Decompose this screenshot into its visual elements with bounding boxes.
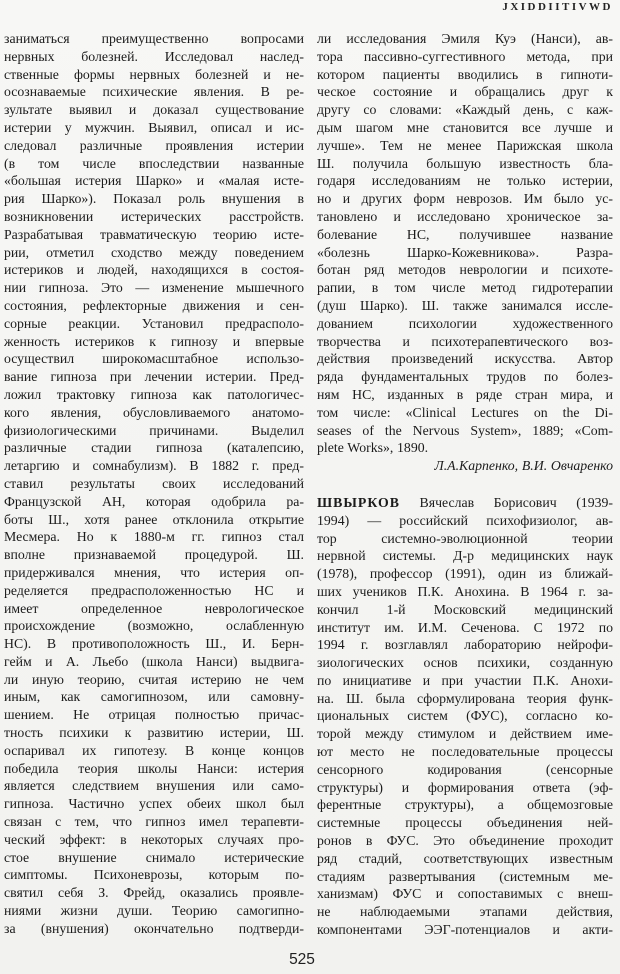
text-line: рии, отметил сходство между поведением (4, 244, 304, 260)
entry-shvyrkov (317, 494, 613, 939)
text-line: по инициативе и при участии П.К. Анохи- (317, 672, 613, 688)
text-line: творчества и психотерапевтического воз- (317, 333, 613, 349)
text-line: действия произведений искусства. Автор (317, 351, 613, 367)
text-line: «большая истерия Шарко» и «малая исте- (4, 173, 304, 189)
text-line: тора пассивно-суггестивного метода, при (317, 48, 613, 64)
text-line: ставил результаты своих исследований (4, 475, 304, 491)
text-line: но и других форм неврозов. Им было ус- (317, 191, 613, 207)
text-line: кончил 1-й Московский медицинский (317, 601, 613, 617)
text-line: НС). В противоположность Ш., И. Берн- (4, 636, 304, 652)
entry-charcot-last-line: plete Works», 1890. (317, 440, 429, 456)
text-line: вание гипноза при лечении истерии. Пред- (4, 369, 304, 385)
text-line: ственные формы нервных болезней и не- (4, 66, 304, 82)
text-line: различные стадии гипноза (каталепсию, (4, 440, 304, 456)
text-line: ханизмам) ФУС и сопоставимых с внеш- (317, 886, 613, 902)
text-line: торой между стимулом и действием име- (317, 726, 613, 742)
text-line: состояния, рефлекторные движения и сен- (4, 297, 304, 313)
entry-charcot-continuation (317, 30, 613, 439)
entry-shvyrkov-body (317, 512, 613, 939)
text-line: тановлено и исследовано хроническое за- (317, 208, 613, 224)
text-line: циональных систем (ФУС), согласно ко- (317, 708, 613, 724)
text-line: имеет определенное неврологическое (4, 600, 304, 616)
text-line: святил себя З. Фрейд, оказались проявле- (4, 885, 304, 901)
text-line: зиологических основ психики, созданную (317, 655, 613, 671)
text-line: Месмера. Но к 1880-м гг. гипноз стал (4, 529, 304, 545)
text-line: гейм и А. Льебо (школа Нанси) выдвига- (4, 653, 304, 669)
text-line: за (внушения) окончательно подтверди- (4, 920, 304, 936)
text-line: ряд стадий, соответствующих известным (317, 850, 613, 866)
text-line: нервной системы. Д-р медицинских наук (317, 548, 613, 564)
text-line: «болезнь Шарко-Кожевникова». Разра- (317, 244, 613, 260)
text-line: нии гипноза. Это — изменение мышечного (4, 280, 304, 296)
text-line: том числе: «Clinical Lectures on the Di- (317, 404, 613, 420)
text-line: Ш. получила большую известность бла- (317, 155, 613, 171)
page-number: 525 (289, 951, 315, 968)
text-line: тность психики к развитию истерии, Ш. (4, 725, 304, 741)
text-line: следовал различные проявления истерии (4, 137, 304, 153)
running-head: JXIDDIITIVWD (502, 1, 613, 13)
left-column (4, 30, 304, 939)
text-line: ческий эффект: в некоторых случаях про- (4, 831, 304, 847)
text-line: 1994) — российский психофизиолог, ав- (317, 512, 613, 528)
text-line: иным, как самогипнозом, или самовну- (4, 689, 304, 705)
text-line: ложил трактовку гипноза как патологичес- (4, 386, 304, 402)
text-line: зультате выявил и доказал существование (4, 102, 304, 118)
text-columns (4, 30, 613, 939)
text-line: (в том числе впоследствии названные (4, 155, 304, 171)
entry-head-line-rest: Вячеслав Борисович (1939- (419, 494, 613, 510)
text-line: оспаривал их гипотезу. В конце концов (4, 742, 304, 758)
text-line: сорные реакции. Установил предрасполо- (4, 315, 304, 331)
text-line: рия Шарко»). Показал роль внушения в (4, 191, 304, 207)
text-line: дованием психологии художественного (317, 315, 613, 331)
text-line: вполне признаваемой процедурой. Ш. (4, 547, 304, 563)
text-line: стадиям развертывания (системным ме- (317, 868, 613, 884)
text-line: физиологическими причинами. Выделил (4, 422, 304, 438)
text-line: Разрабатывая травматическую теорию исте- (4, 226, 304, 242)
text-line: заниматься преимущественно вопросами (4, 31, 304, 46)
text-line: ряда фундаментальных трудов по болез- (317, 369, 613, 385)
text-line: рапии, в том числе метод гидротерапии (317, 280, 613, 296)
text-line: истерии у мужчин. Выявил, описал и ис- (4, 119, 304, 135)
text-line: ределяется предрасположенностью НС и (4, 582, 304, 598)
text-line: ют место не последовательные процессы (317, 744, 613, 760)
text-line: ботан ряд методов неврологии и психоте- (317, 262, 613, 278)
entry-headword: ШВЫРКОВ (317, 494, 400, 510)
text-line: Французской АН, которая одобрила ра- (4, 493, 304, 509)
text-line: компонентами ЭЭГ-потенциалов и акти- (317, 922, 613, 938)
text-line: женность истериков к гипнозу и впервые (4, 333, 304, 349)
text-line: осуществил широкомасштабное использо- (4, 351, 304, 367)
text-line: связан с тем, что гипноз имел терапевти- (4, 814, 304, 830)
text-line: ронов в ФУС. Это объединение проходит (317, 833, 613, 849)
text-line: структуры) и формирования ответа (эф- (317, 779, 613, 795)
text-line: симптомы. Психоневрозы, которым по- (4, 867, 304, 883)
text-line: дым шагом мне становится все лучше и (317, 119, 613, 135)
text-line: придерживался мнения, что истерия оп- (4, 564, 304, 580)
text-line: seases of the Nervous System», 1889; «Com- (317, 422, 613, 438)
entry-authors-byline: Л.А.Карпенко, В.И. Овчаренко (434, 458, 613, 474)
text-line: болевание НС, получившее название (317, 226, 613, 242)
text-line: на. Ш. была сформулирована теория функ- (317, 690, 613, 706)
text-line: системные процессы объединения ней- (317, 815, 613, 831)
text-line: осознаваемые психические явления. В ре- (4, 84, 304, 100)
text-line: победила теория школы Нанси: истерия (4, 760, 304, 776)
text-line: ниями жизни души. Теорию самогипно- (4, 903, 304, 919)
entry-head-line (317, 494, 613, 512)
text-line: ли иную теорию, считая истерию не чем (4, 671, 304, 687)
text-line: ческое состояние и обращались друг к (317, 84, 613, 100)
right-column (317, 30, 613, 939)
text-line: ням НС, изданных в ряде стран мира, и (317, 386, 613, 402)
text-line: котором пациенты вводились в гипноти- (317, 66, 613, 82)
text-line: (1978), профессор (1991), один из ближай- (317, 566, 613, 582)
text-line: (душ Шарко). Ш. также занимался иссле- (317, 297, 613, 313)
text-line: возникновении истерических расстройств. (4, 208, 304, 224)
text-line: шением. Не отрицая полностью причас- (4, 707, 304, 723)
text-line: стое внушение снимало истерические (4, 849, 304, 865)
text-line: не наблюдаемыми этапами действия, (317, 904, 613, 920)
text-line: нервных болезней. Исследовал наслед- (4, 48, 304, 64)
text-line: сенсорного кодирования (сенсорные (317, 761, 613, 777)
text-line: боты Ш., хотя ранее отклонила открытие (4, 511, 304, 527)
text-line: кого явления, обусловливаемого анатомо- (4, 404, 304, 420)
text-line: ших учеников П.К. Анохина. В 1964 г. за- (317, 583, 613, 599)
text-line: ферентные структуры), а общемозговые (317, 797, 613, 813)
text-line: институт им. И.М. Сеченова. С 1972 по (317, 619, 613, 635)
text-line: 1994 г. возглавлял лабораторию нейрофи- (317, 637, 613, 653)
text-line: происхождение (возможно, ослабленную (4, 618, 304, 634)
text-line: тор системно-эволюционной теории (317, 530, 613, 546)
text-line: гипноза. Частично успех обеих школ был (4, 796, 304, 812)
text-line: истериков и людей, находящихся в состоя- (4, 262, 304, 278)
text-line: годаря исследованиям не только истерии, (317, 173, 613, 189)
text-line: другу со словами: «Каждый день, с каж- (317, 102, 613, 118)
text-line: летаргию и сомнабулизм). В 1882 г. пред- (4, 458, 304, 474)
text-line: ли исследования Эмиля Куэ (Нанси), ав- (317, 31, 613, 46)
text-line: лучше». Тем не менее Парижская школа (317, 137, 613, 153)
text-line: является следствием внушения или само- (4, 778, 304, 794)
